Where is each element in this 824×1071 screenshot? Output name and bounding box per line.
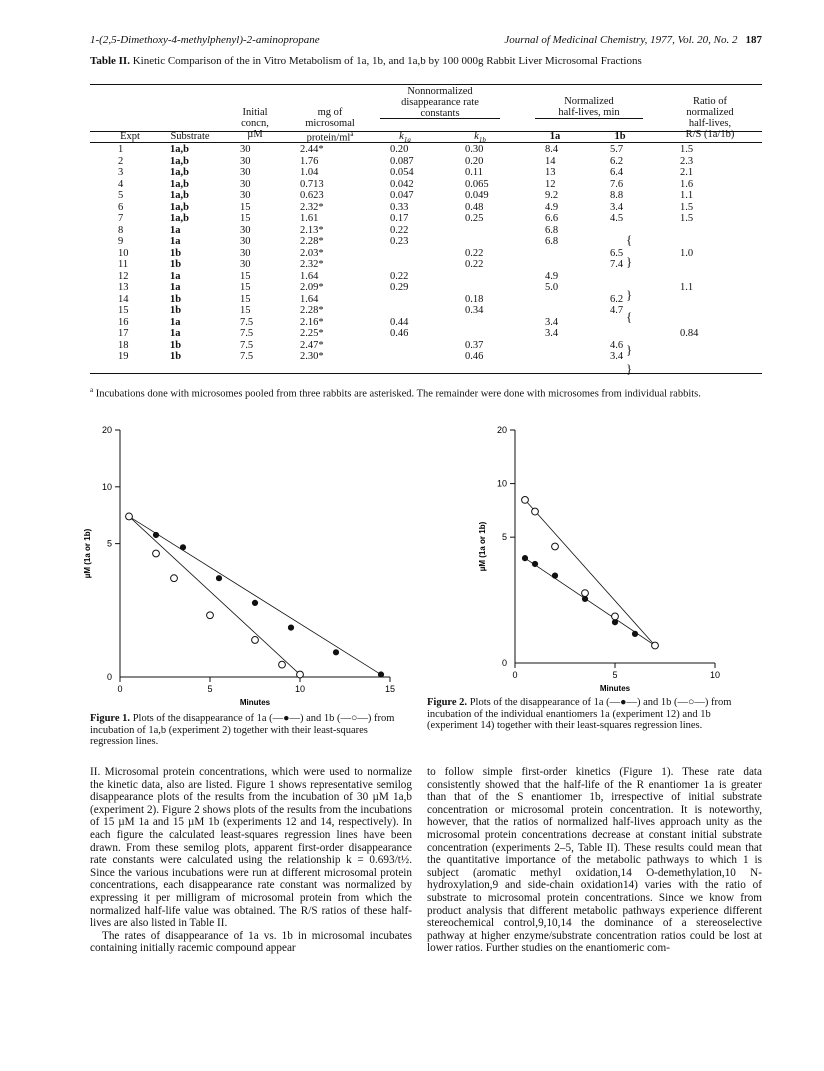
running-head-title: 1-(2,5-Dimethoxy-4-methylphenyl)-2-aminopropane [90,34,320,46]
cell-norm-1b: 6.4 [610,167,624,178]
brace-group-2: } [626,287,633,302]
cell-substrate: 1a,b [170,190,189,201]
cell-expt: 11 [118,259,129,270]
cell-norm-1a: 4.9 [545,201,559,213]
x-tick-label: 15 [384,684,396,694]
data-point-1a [333,650,338,655]
cell-substrate: 1a,b [170,144,189,155]
cell-expt: 8 [118,224,124,236]
cell-expt: 1 [118,144,124,155]
cell-substrate: 1b [170,293,182,305]
cell-norm-1a: 9.2 [545,190,559,201]
x-axis-label: Minutes [239,698,271,707]
data-point-1a [632,631,637,636]
regression-line-1a [129,516,381,674]
cell-protein: 0.623 [300,190,324,201]
data-point-1a [378,672,383,677]
data-point-1a [180,545,185,550]
cell-k1b: 0.48 [465,201,484,213]
cell-protein: 1.76 [300,155,319,167]
cell-initial-concn: 30 [240,190,251,201]
data-point-1b [207,612,214,619]
table-row [0,294,824,305]
body-right-column: to follow simple first-order kinetics (Figure 1). These rate data consistently showed that the half-life of the R enantiomer 1a is greater than that of the S enantiomer 1b, irrespective of initial substrate concentration or microsomal protein concentration. It is noteworthy, however, that the ratios of normalized half-lives approach unity as the microsomal protein concentrations decrease at constant initial substrate concentration (experiments 2–5, Table II). These results could mean that the quantitative importance of the metabolic pathways to which 1 is subject (aromatic methyl oxidation,14 O-demethylation,10 N-hydroxylation,9 and side-chain oxidation14) varies with the ratio of substrate to microsomal protein concentrations. Since we know from product analysis that different metabolic pathways experience different stereochemical control,9,10,14 the dominance of a stereoselective pathway at higher enzyme/substrate concentration ratios could be lost at lower ratios. Further studies on the enantiomeric com- [427,766,762,955]
norm-line2: half-lives, min [558,107,620,118]
cell-expt: 6 [118,201,124,213]
page-number: 187 [745,34,762,46]
cell-k1a: 0.22 [390,270,409,282]
cell-substrate: 1b [170,259,182,270]
cell-initial-concn: 15 [240,213,251,224]
col-header-norm-1a: 1a [549,131,561,142]
cell-norm-1b: 3.4 [610,201,624,213]
cell-k1b: 0.22 [465,259,484,270]
x-axis-label: Minutes [599,684,631,693]
cell-protein: 2.03* [300,247,324,259]
table-row [0,305,824,316]
cell-protein: 2.28* [300,305,324,316]
cell-substrate: 1a [170,328,181,339]
y-tick-label: 20 [101,425,112,435]
table-label: Table II. [90,55,130,67]
cell-protein: 2.16* [300,316,324,328]
brace-group-3b: } [626,361,633,376]
cell-protein: 2.32* [300,259,324,270]
cell-expt: 16 [118,316,129,328]
cell-substrate: 1a [170,270,181,282]
table-row [0,317,824,328]
cell-substrate: 1b [170,305,182,316]
y-tick-label: 0 [106,672,112,682]
cell-initial-concn: 30 [240,236,251,247]
initial-line3: µM [247,129,263,140]
nonnorm-line2: disappearance rate [401,97,479,108]
figure-1-caption: Figure 1. Plots of the disappearance of 1a (—●—) and 1b (—○—) from incubation of 1a,b (experiment 2) together with their least-squares regression lines. [90,713,395,747]
figure-2-caption: Figure 2. Plots of the disappearance of 1a (—●—) and 1b (—○—) from incubation of the individual enantiomers 1a (experiment 12) and 1b (experiment 14) together with their least-squares regression lines. [427,697,732,731]
cell-initial-concn: 15 [240,270,251,282]
cell-norm-1a: 14 [545,155,556,167]
cell-k1b: 0.22 [465,247,484,259]
cell-ratio: 1.1 [680,190,694,201]
cell-k1b: 0.18 [465,293,484,305]
y-tick-label: 0 [501,658,507,668]
cell-k1a: 0.22 [390,224,409,236]
cell-norm-1a: 3.4 [545,316,559,328]
y-axis-label: µM (1a or 1b) [478,521,487,572]
table-row [0,156,824,167]
cell-expt: 7 [118,213,124,224]
cell-norm-1b: 4.7 [610,305,624,316]
cell-expt: 12 [118,270,129,282]
table-row [0,328,824,339]
cell-substrate: 1a [170,282,181,293]
cell-k1a: 0.23 [390,236,409,247]
cell-k1b: 0.11 [465,167,483,178]
cell-norm-1a: 12 [545,178,556,190]
cell-substrate: 1a,b [170,178,189,190]
col-header-k1a: $k_{1a}$ [399,131,411,145]
data-point-1a [216,576,221,581]
table-row [0,282,824,293]
data-point-1b [171,575,178,582]
cell-norm-1b: 7.4 [610,259,624,270]
table-title: Kinetic Comparison of the in Vitro Metabolism of 1a, 1b, and 1a,b by 100 000g Rabbit Liver Microsomal Fractions [132,55,642,67]
regression-line-1b [129,516,300,674]
running-head-journal [440,34,762,46]
data-point-1a [522,556,527,561]
table-row [0,213,824,224]
journal-citation: Journal of Medicinal Chemistry, 1977, Vol. 20, No. 2 [504,34,738,46]
data-point-1b [532,508,539,515]
cell-ratio: 2.3 [680,155,694,167]
cell-initial-concn: 15 [240,293,251,305]
data-point-1a [252,600,257,605]
table-row [0,202,824,213]
cell-ratio: 1.5 [680,213,694,224]
cell-protein: 0.713 [300,178,324,190]
cell-expt: 4 [118,178,124,190]
initial-line2: concn, [241,118,269,129]
cell-ratio: 0.84 [680,328,699,339]
col-header-ratio [660,96,760,140]
mg-line2: microsomal [305,118,355,129]
data-point-1a [532,561,537,566]
cell-initial-concn: 30 [240,144,251,155]
table-row [0,179,824,190]
ratio-line4: R/S (1a/1b) [685,129,735,140]
table-row [0,259,824,270]
brace-group-3: } [626,342,633,357]
brace-group-1: { [626,232,633,247]
ratio-line2: normalized [686,107,734,118]
col-header-substrate: Substrate [170,131,210,142]
cell-norm-1a: 6.8 [545,224,559,236]
regression-line-1b [525,500,655,646]
cell-initial-concn: 30 [240,178,251,190]
cell-initial-concn: 15 [240,305,251,316]
table-row [0,236,824,247]
cell-k1b: 0.34 [465,305,484,316]
col-header-k1b: $k_{1b}$ [474,131,486,145]
cell-substrate: 1b [170,339,182,351]
cell-protein: 1.64 [300,293,319,305]
nonnorm-line1: Nonnormalized [407,86,473,97]
cell-protein: 2.30* [300,351,324,362]
cell-substrate: 1a,b [170,167,189,178]
data-point-1a [582,596,587,601]
cell-k1b: 0.049 [465,190,489,201]
cell-initial-concn: 15 [240,282,251,293]
cell-protein: 1.04 [300,167,319,178]
cell-substrate: 1a [170,224,181,236]
cell-ratio: 1.1 [680,282,694,293]
cell-ratio: 1.6 [680,178,694,190]
ratio-line1: Ratio of [692,96,728,107]
x-tick-label: 10 [709,670,721,680]
cell-initial-concn: 7.5 [240,351,254,362]
cell-norm-1b: 3.4 [610,351,624,362]
col-header-normalized [535,96,643,118]
data-point-1b [582,590,589,597]
col-header-expt: Expt [120,131,140,142]
cell-k1a: 0.20 [390,144,409,155]
cell-initial-concn: 30 [240,167,251,178]
nonnorm-line3: constants [420,108,460,119]
cell-initial-concn: 30 [240,155,251,167]
cell-k1b: 0.46 [465,351,484,362]
table-row [0,340,824,351]
table-row [0,225,824,236]
y-tick-label: 5 [106,538,112,549]
cell-initial-concn: 30 [240,259,251,270]
header-rule-2 [90,142,762,143]
body-left-column [90,766,412,955]
cell-protein: 1.61 [300,213,319,224]
x-tick-label: 5 [207,684,213,694]
cell-k1b: 0.065 [465,178,489,190]
cell-norm-1a: 6.6 [545,213,559,224]
data-point-1b [252,637,259,644]
cell-protein: 2.25* [300,328,324,339]
cell-norm-1b: 5.7 [610,144,624,155]
table-top-rule [90,84,762,85]
table-footnote: $^a$ Incubations done with microsomes pooled from three rabbits are asterisked. The remainder were done with microsomes from individual rabbits. [90,386,701,400]
cell-norm-1a: 4.9 [545,270,559,282]
cell-expt: 3 [118,167,124,178]
cell-norm-1b: 6.2 [610,293,624,305]
mg-line3: protein/$ml^a$ [306,130,354,144]
body-left-para-2: The rates of disappearance of 1a vs. 1b in microsomal incubates containing initially racemic compound appear [90,929,412,955]
cell-k1a: 0.33 [390,201,409,213]
table-row [0,248,824,259]
cell-norm-1a: 3.4 [545,328,559,339]
data-point-1a [153,532,158,537]
cell-substrate: 1b [170,247,182,259]
cell-expt: 17 [118,328,129,339]
cell-expt: 18 [118,339,129,351]
cell-k1b: 0.30 [465,144,484,155]
data-point-1b [279,661,286,668]
cell-k1b: 0.37 [465,339,484,351]
cell-initial-concn: 15 [240,201,251,213]
cell-ratio: 1.5 [680,144,694,155]
cell-k1a: 0.29 [390,282,409,293]
brace-group-1b: } [626,254,633,269]
y-axis-label: µM (1a or 1b) [83,528,92,579]
cell-expt: 19 [118,351,129,362]
col-header-protein [290,107,370,144]
cell-substrate: 1a,b [170,213,189,224]
cell-norm-1b: 4.6 [610,339,624,351]
data-point-1b [153,550,160,557]
cell-ratio: 1.5 [680,201,694,213]
cell-initial-concn: 7.5 [240,328,254,339]
table-row [0,144,824,155]
y-tick-label: 5 [501,532,507,543]
cell-k1a: 0.054 [390,167,414,178]
cell-expt: 13 [118,282,129,293]
cell-expt: 2 [118,155,124,167]
cell-ratio: 2.1 [680,167,694,178]
cell-protein: 2.44* [300,144,324,155]
cell-protein: 2.09* [300,282,324,293]
cell-protein: 2.32* [300,201,324,213]
cell-ratio: 1.0 [680,247,694,259]
cell-k1a: 0.17 [390,213,409,224]
data-point-1b [652,642,659,649]
cell-initial-concn: 7.5 [240,339,254,351]
cell-norm-1b: 8.8 [610,190,624,201]
cell-initial-concn: 7.5 [240,316,254,328]
data-point-1a [552,573,557,578]
data-point-1a [288,625,293,630]
cell-protein: 2.28* [300,236,324,247]
cell-norm-1a: 8.4 [545,144,559,155]
x-tick-label: 0 [512,670,518,680]
x-tick-label: 0 [117,684,123,694]
cell-substrate: 1a [170,316,181,328]
data-point-1a [612,620,617,625]
mg-line1: mg of [317,107,343,118]
cell-substrate: 1b [170,351,182,362]
initial-line1: Initial [242,107,268,118]
cell-expt: 9 [118,236,124,247]
cell-expt: 15 [118,305,129,316]
cell-substrate: 1a,b [170,155,189,167]
ratio-line3: half-lives, [688,118,732,129]
table-row [0,190,824,201]
col-header-norm-1b: 1b [614,131,626,142]
cell-k1b: 0.20 [465,155,484,167]
cell-norm-1b: 7.6 [610,178,624,190]
cell-k1a: 0.44 [390,316,409,328]
cell-k1a: 0.042 [390,178,414,190]
table-bottom-rule [90,373,762,374]
cell-norm-1b: 6.5 [610,247,624,259]
x-tick-label: 5 [612,670,618,680]
cell-norm-1a: 5.0 [545,282,559,293]
half-lives-rule [535,118,643,119]
table-caption [90,55,750,67]
cell-k1a: 0.047 [390,190,414,201]
y-tick-label: 10 [101,481,112,492]
col-header-initial [230,107,280,140]
cell-substrate: 1a,b [170,201,189,213]
cell-initial-concn: 30 [240,247,251,259]
x-tick-label: 10 [294,684,306,694]
cell-expt: 14 [118,293,129,305]
figure-1-plot [83,420,415,707]
cell-norm-1a: 6.8 [545,236,559,247]
body-left-para-1: II. Microsomal protein concentrations, which were used to normalize the kinetic data, also are listed. Figure 1 shows representative semilog disappearance plots of the results from the incubation of 30 µM 1a,b (experiment 2). Figure 2 shows plots of the results from the incubations of 15 µM 1a and 15 µM 1b (experiments 12 and 14, respectively). In each figure the calculated least-squares regression lines have been drawn. From these semilog plots, apparent first-order disappearance rate constants were calculated using the relationship k = 0.693/t½. Since the various incubations were run at different microsomal protein concentrations, each disappearance rate constant was normalized by expressing it per milligram of microsomal protein from which the normalized half-life value was obtained. The R/S ratios of these half-lives are also listed in Table II. [90,766,412,930]
table-row [0,351,824,362]
data-point-1b [126,513,133,520]
cell-norm-1b: 4.5 [610,213,624,224]
norm-line1: Normalized [564,96,614,107]
table-row [0,167,824,178]
y-tick-label: 20 [496,425,507,435]
cell-norm-1a: 13 [545,167,556,178]
cell-expt: 5 [118,190,124,201]
data-point-1b [522,497,529,504]
cell-substrate: 1a [170,236,181,247]
cell-expt: 10 [118,247,129,259]
cell-k1a: 0.087 [390,155,414,167]
col-header-nonnormalized [380,86,500,119]
cell-protein: 2.13* [300,224,324,236]
table-row [0,271,824,282]
data-point-1b [297,671,304,678]
cell-k1b: 0.25 [465,213,484,224]
data-point-1b [552,543,559,550]
data-point-1b [612,613,619,620]
brace-group-2b: { [626,309,633,324]
cell-k1a: 0.46 [390,328,409,339]
cell-initial-concn: 30 [240,224,251,236]
cell-protein: 1.64 [300,270,319,282]
y-tick-label: 10 [496,478,507,489]
figure-2-plot [470,420,730,700]
cell-norm-1b: 6.2 [610,155,624,167]
cell-protein: 2.47* [300,339,324,351]
